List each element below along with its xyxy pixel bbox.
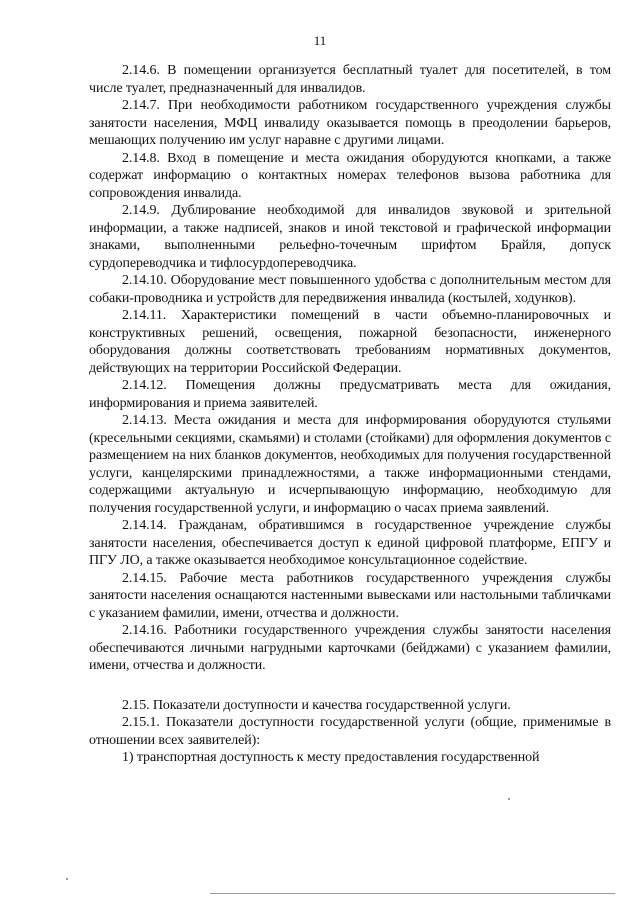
paragraph-2-14-9: 2.14.9. Дублирование необходимой для инвалидов звуковой и зрительной информации, а также надписей, знаков и иной текстовой и графической информации знаками, выполненными рельефно-точечным шрифтом Брайля, допуск сурдопереводчика и тифлосурдопереводчика. (89, 203, 611, 271)
paragraph-2-14-11: 2.14.11. Характеристики помещений в части объемно-планировочных и конструктивных решений, освещения, пожарной безопасности, инженерного оборудования должны соответствовать требованиям нормативных документов, действующих на территории Российской Федерации. (89, 308, 611, 376)
paragraph-2-15-1: 2.15.1. Показатели доступности государственной услуги (общие, применимые в отношении всех заявителей): (89, 715, 611, 748)
document-body (89, 62, 611, 767)
page-number: 11 (313, 33, 327, 48)
paragraph-2-14-6: 2.14.6. В помещении организуется бесплатный туалет для посетителей, в том числе туалет, предназначенный для инвалидов. (89, 63, 611, 96)
paragraph-2-14-8: 2.14.8. Вход в помещение и места ожидания оборудуются кнопками, а также содержат информацию о контактных номерах телефонов вызова работника для сопровождения инвалида. (89, 150, 611, 201)
footer-rule (210, 893, 615, 894)
paragraph-2-14-7: 2.14.7. При необходимости работником государственного учреждения службы занятости населения, МФЦ инвалиду оказывается помощь в преодолении барьеров, мешающих получению им услуг наравне с другими лицами. (89, 98, 611, 148)
paragraph-2-14-15: 2.14.15. Рабочие места работников государственного учреждения службы занятости населения оснащаются настенными вывесками или настольными табличками с указанием фамилии, имени, отчества и должности. (89, 570, 611, 621)
paragraph-2-14-13: 2.14.13. Места ожидания и места для информирования оборудуются стульями (кресельными секциями, скамьями) и столами (стойками) для оформления документов с размещением на них бланков документов, необходимых для получения государственной услуги, канцелярскими принадлежностями, а также информационными стендами, содержащими актуальную и исчерпывающую информацию, необходимую для получения государственной услуги, и информацию о часах приема заявлений. (89, 413, 611, 516)
section-heading-2-15: 2.15. Показатели доступности и качества государственной услуги. (122, 697, 511, 713)
paragraph-2-14-12: 2.14.12. Помещения должны предусматривать места для ожидания, информирования и приема заявителей. (89, 378, 611, 411)
paragraph-2-14-14: 2.14.14. Гражданам, обратившимся в государственное учреждение службы занятости населения, обеспечивается доступ к единой цифровой платформе, ЕПГУ и ПГУ ЛО, а также оказывается необходимое консультационное содействие. (89, 518, 611, 568)
scan-speck (66, 878, 68, 880)
list-item-1: 1) транспортная доступность к месту предоставления государственной (122, 750, 540, 765)
paragraph-2-14-16: 2.14.16. Работники государственного учреждения службы занятости населения обеспечиваются личными нагрудными карточками (бейджами) с указанием фамилии, имени, отчества и должности. (89, 623, 611, 673)
section-spacer (89, 675, 611, 697)
scan-speck (508, 798, 510, 800)
paragraph-2-14-10: 2.14.10. Оборудование мест повышенного удобства с дополнительным местом для собаки-проводника и устройств для передвижения инвалида (костылей, ходунков). (89, 273, 611, 306)
